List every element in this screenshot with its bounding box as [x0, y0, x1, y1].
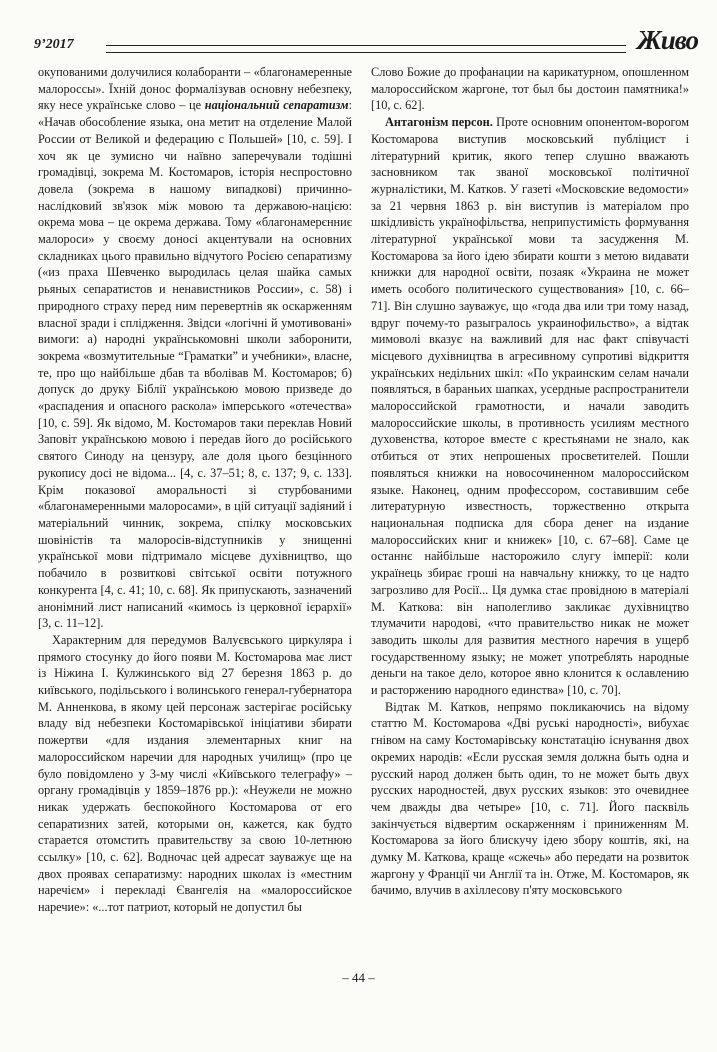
right-column — [371, 64, 689, 899]
paragraph: Слово Божие до профанации на карикатурном, опошленном малороссийском жаргоне, тот был бы достоин памятника!» [10, с. 62]. — [371, 65, 689, 113]
paragraph: Відтак М. Катков, непрямо покликаючись на відому статтю М. Костомарова «Дві руські народності», вибухає гнівом на саму Костомарівську констатацію існування двох окремих народів: «Если русская земля должна быть одна и русский народ должен быть один, то не может быть двух русских народностей, двух русских языков: это очевиднее чем дважды два четыре» [10, с. 71]. Його пасквіль закінчується відвертим оскарженням і приниженням М. Костомарова за його блискучу ідею збору коштів, які, на думку М. Каткова, краще «сжечь» або передати на розвиток жаргону у Франції чи Англії та ін. Отже, М. Костомаров, як бачимо, влучив в ахіллесову п'яту московського — [371, 699, 689, 898]
header-rule — [106, 45, 626, 53]
journal-logo: Живо — [636, 25, 698, 55]
paragraph: Характерним для передумов Валуєвського циркуляра і прямого стосунку до його появи М. Костомарова має лист із Ніжина І. Кулжинського від 27 березня 1863 р. до київського, подільського і волинського генерал-губернатора М. Анненкова, в якому цей персонаж застерігає російську владу від небезпеки Костомарівської ініціативи збирати пожертви «для издания элементарных книг на малороссийском наречии для народных училищ» (про це було повідомлено у 3-му числі «Київського телеграфу» – органу громадівців у 1859–1876 рр.): «Неужели не можно никак удержать беспокойного Костомарова от его сепаратизних затей, которыми он, кажется, как будто старается отомстить правительству за свою 10-летнюю ссылку» [10, с. 62]. Водночас цей адресат зауважує ще на двох проявах сепаратизму: народних школах із «местним наречієм» і перекладі Євангелія на «малороссийское наречие»: «...тот патриот, который не допустил бы — [38, 632, 352, 915]
left-column — [38, 64, 352, 916]
paragraph: окупованими долучилися колаборанти – «благонамеренные малороссы». Їхній донос формалізував основну небезпеку, яку несе українське слово – це національний сепаратизм: «Начав обособление языка, она метит на отделение Малой России от Великой и федерацию с Польшей» [10, с. 59]. І хоч як це зумисно чи наївно заперечували тодішні громадівці, зокрема М. Костомаров, історія неспростовно довела (зокрема в нашому випадкові) причинно-наслідковий зв'язок між мовою та державою-нацією: окрема мова – це окрема держава. Тому «благонамерєнниє малороси» у своєму доносі акцентували на основних складниках цього правильно відчутого Росією сепаратизму («из праха Шевченко выродилась целая шайка самых рьяных сепаратистов и ненавистников России», с. 58) і природного страху перед ним перевертнів як оскарженням власної зради і сплідження. Звідси «логічні й умотивовані» вимоги: а) народні українськомовні школи заборонити, зокрема «возмутительные “Граматки” и учебники», власне, те, про що найбільше дбав та вболівав М. Костомаров; б) допуск до друку Біблії українською мовою призведе до «распадения и опасного раскола» імперського «отечества» [10, с. 59]. Як відомо, М. Костомаров таки переклав Новий Заповіт українською мовою і передав його до російського святого Синоду на цензуру, але доля цього безцінного рукопису досі не відома... [4, с. 37–51; 8, с. 137; 9, с. 133]. Крім показової аморальності зі стурбованими «благонамеренными малоросами», в цій ситуації задіяний і матеріальний чинник, зокрема, спілку московських шовіністів та малоросів-відступників у знищенні української мови підтримало місцеве духівництво, що побачило в розвитковi світської освіти потужного конкурента [4, с. 41; 10, с. 68]. Як припускають, зазначений анонімний лист написаний «кимось із церковної ієрархії» [3, с. 11–12]. — [38, 65, 352, 631]
issue-number: 9’2017 — [34, 37, 74, 52]
running-header — [34, 25, 698, 61]
page-number: – 44 – — [342, 970, 375, 985]
paragraph: Антагонізм персон. Проте основним опонентом-ворогом Костомарова виступив московський публіцист і літературний критик, якого тепер слушно вважають засновником так званої московської політичної журналістики, М. Катков. У газеті «Московские ведомости» за 21 червня 1863 р. він виступив із матеріалом про шкідливість українофільства, неприпустимість формування літературної української мови та засудження М. Костомарова за його ідею збирати кошти з метою видавати книжки для народної освіти, позаяк «Украина не может иметь особого политического существования» [10, с. 66–71]. Він слушно зауважує, що «года два или три тому назад, вдруг почему-то разыгралось украинофильство», а відтак мимоволі вказує на важливий для нас факт співучасті місцевого духівництва в агресивному супротиві відкриття українських недільних шкіл: «По украинским селам начали появляться, в бараньих шапках, усердные распространители малороссийской грамотности, и начали заводить малороссийские школы, в противность усилиям местного духовенства, которое вместе с крестьянами не знало, как отбиться от этих непрошеных просветителей. Пошли появляться книжки на новосочиненном малороссийском языке. Наконец, одним профессором, составившим себе литературную известность, торжественно открыта национальная подписка для сбора денег на издание малороссийских книг и книжек» [10, с. 67–68]. Саме це останнє найбільше насторожило слугу імперії: коли українець збирає гроші на навчальну книжку, то це надто загрозливо для Росії... Ця думка стає провідною в матеріалі М. Каткова: він наполегливо закликає духівництво тлумачити народові, «что правительство никак не может заводить школы для развития местного наречия в ущерб государственному языку; не может употреблять народные деньги на такое дело, которое явно клонится к ославлению и расторжению народного единства» [10, с. 70]. — [371, 115, 689, 698]
